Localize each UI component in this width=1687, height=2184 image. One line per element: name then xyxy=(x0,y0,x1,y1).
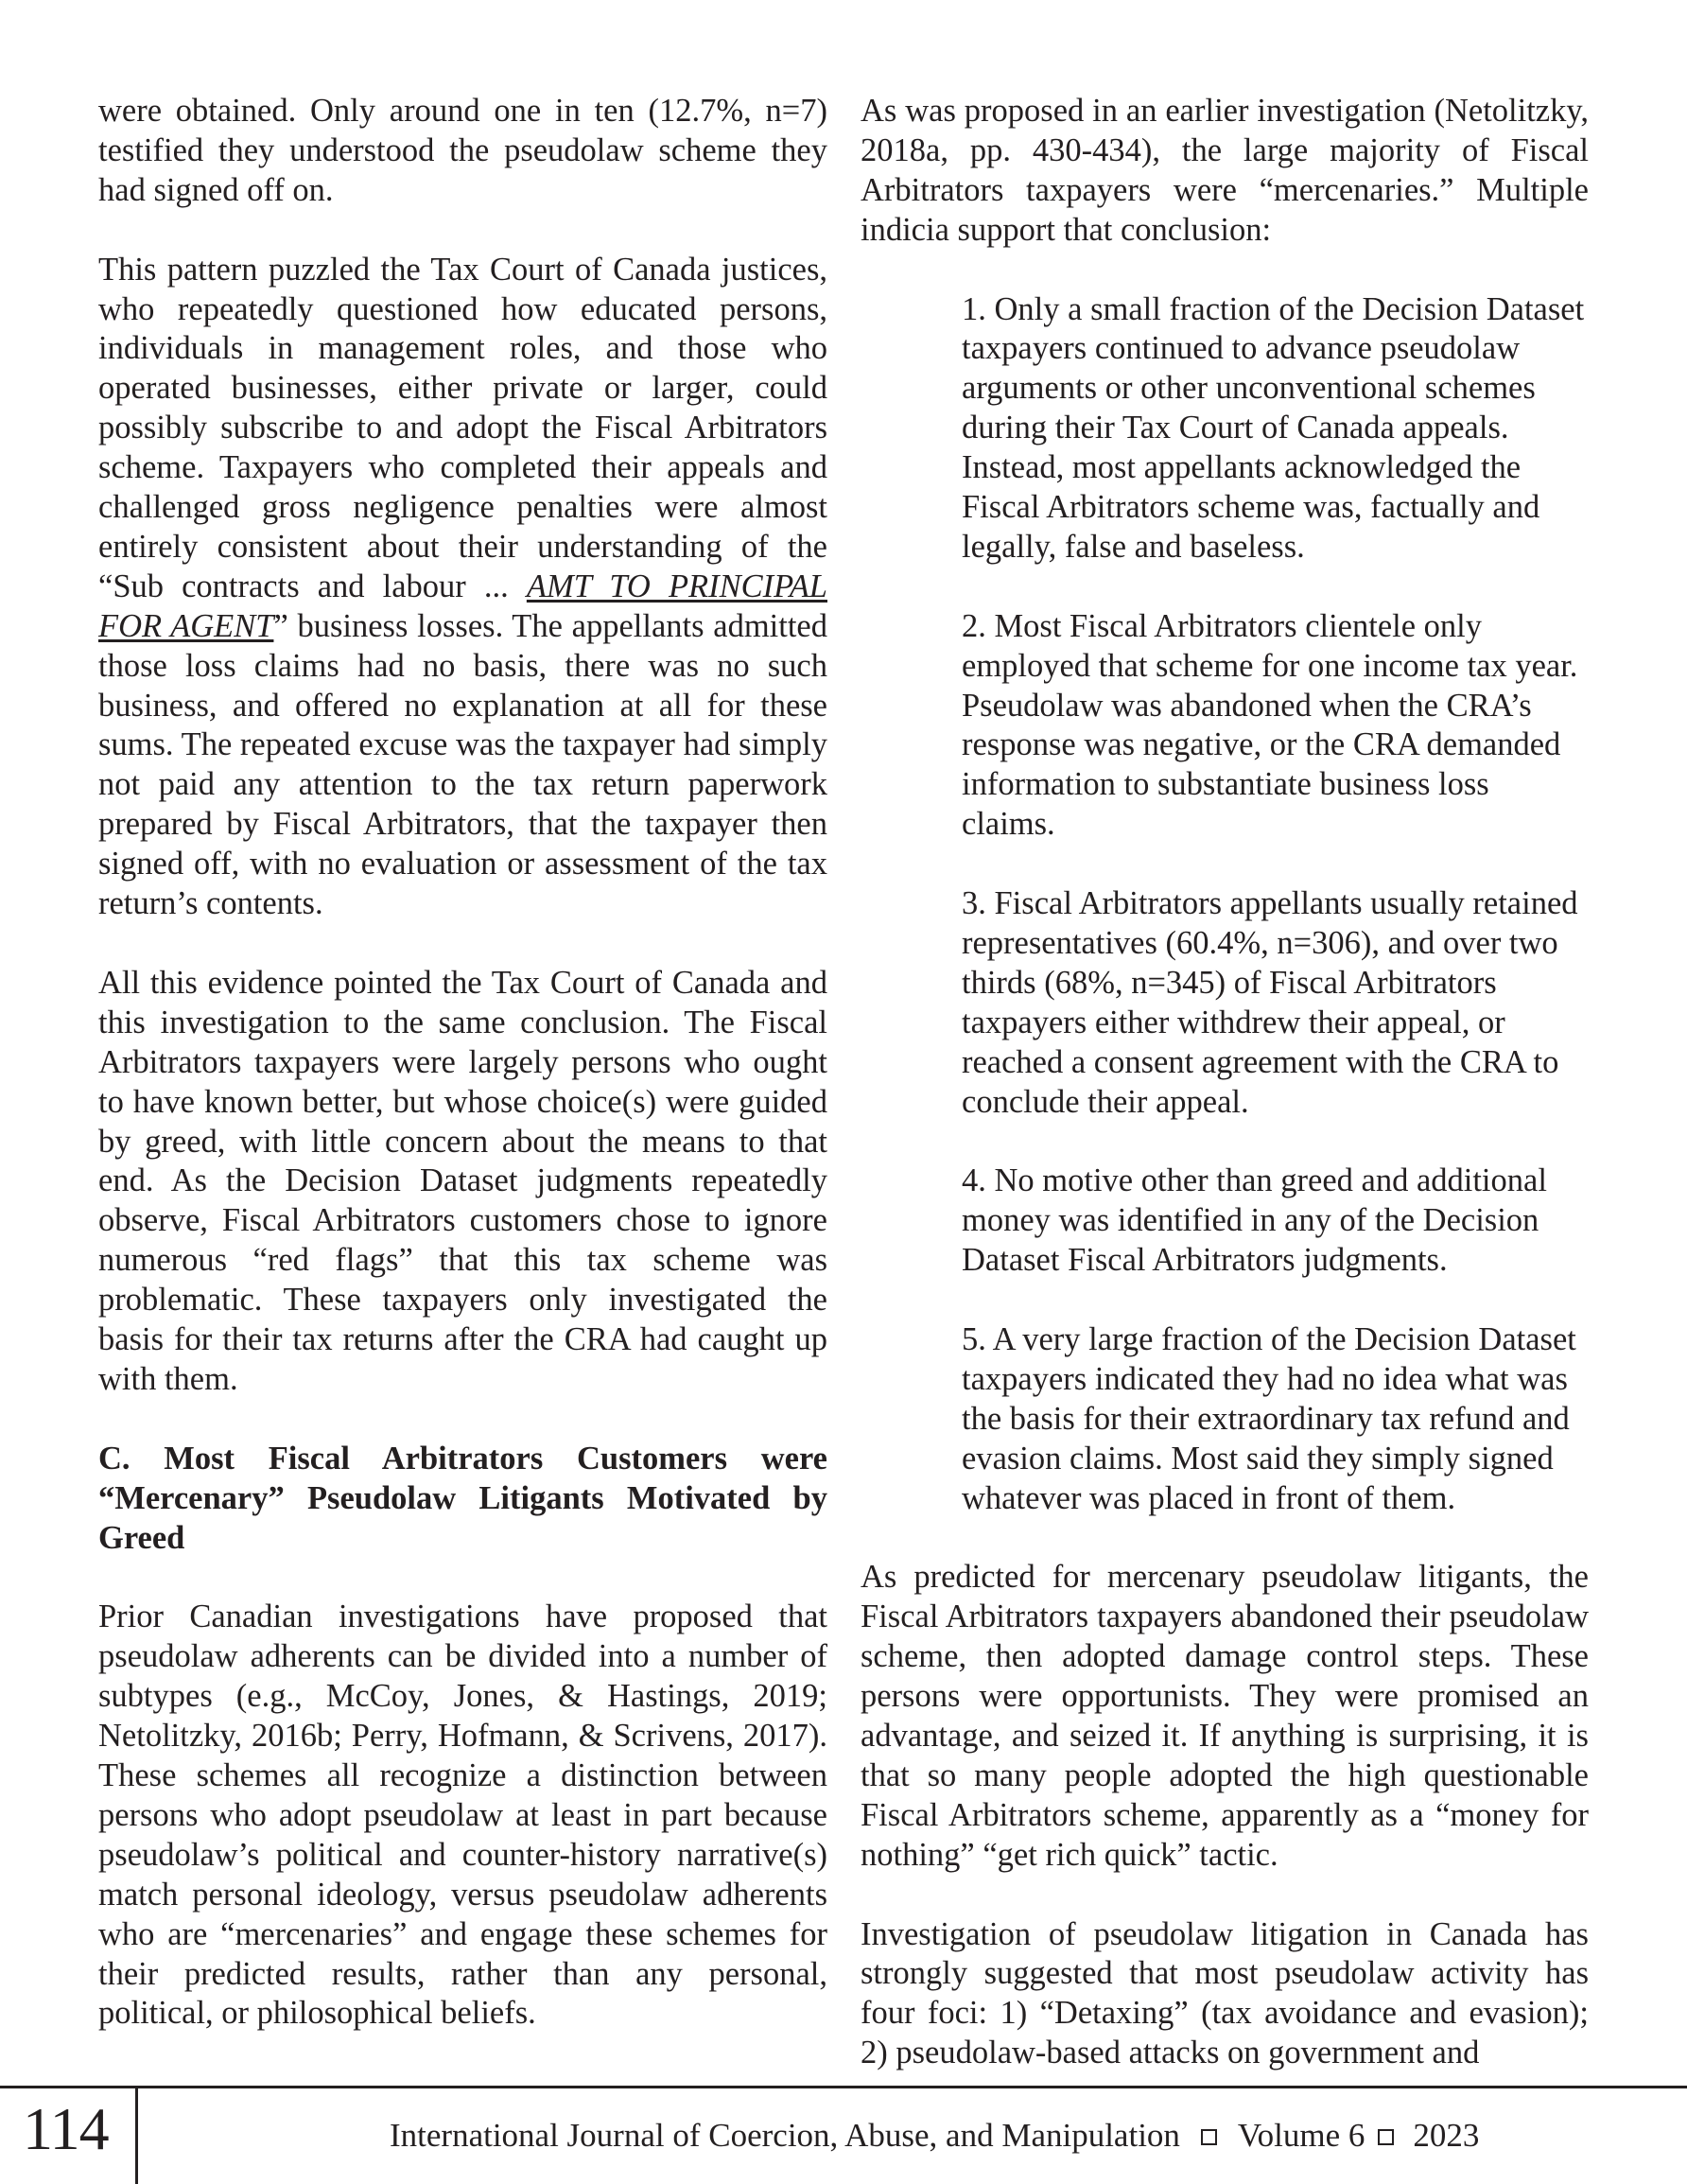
footer-divider xyxy=(135,2086,138,2184)
paragraph-tax-court-puzzle xyxy=(98,251,827,924)
indicia-item-5: 5. A very large fraction of the Decision Dataset taxpayers indicated they had no idea what was the basis for their extraordinary tax refund and evasion claims. Most said they simply signed whatever was placed in front of them. xyxy=(962,1321,1576,1516)
paragraph-understanding: were obtained. Only around one in ten (12.7%, n=7) testified they understood the pseudolaw scheme they had signed off on. xyxy=(98,93,827,208)
section-heading: C. Most Fiscal Arbitrators Customers were “Mercenary” Pseudolaw Litigants Motivated by Greed xyxy=(98,1440,827,1556)
paragraph-evidence-conclusion: All this evidence pointed the Tax Court of Canada and this investigation to the same conclusion. The Fiscal Arbitrators taxpayers were largely persons who ought to have known better, but whose choice(s) were guided by greed, with little concern about the means to that end. As the Decision Dataset judgments repeatedly observe, Fiscal Arbitrators customers chose to ignore numerous “red flags” that this tax scheme was problematic. These taxpayers only investigated the basis for their tax returns after the CRA had caught up with them. xyxy=(98,964,827,1397)
running-footer xyxy=(390,2117,1479,2155)
indicia-item-1: 1. Only a small fraction of the Decision Dataset taxpayers continued to advance pseudolaw arguments or other unconventional schemes during their Tax Court of Canada appeals. Instead, most appellants acknowledged the Fiscal Arbitrators scheme was, factually and legally, false and baseless. xyxy=(962,290,1585,565)
year-label: 2023 xyxy=(1413,2117,1480,2154)
indicia-list xyxy=(962,290,1589,1519)
journal-title: International Journal of Coercion, Abuse, and Manipulation xyxy=(390,2117,1180,2154)
paragraph-text: ” business losses. The appellants admitted those loss claims had no basis, there was no such business, and offered no explanation at all for these sums. The repeated excuse was the taxpayer had simply not paid any attention to the tax return paperwork prepared by Fiscal Arbitrators, that the taxpayer then signed off, with no evaluation or assessment of the tax return’s contents. xyxy=(98,607,827,922)
square-separator-icon xyxy=(1378,2129,1394,2145)
volume-label: Volume 6 xyxy=(1237,2117,1365,2154)
right-column xyxy=(861,92,1589,2073)
paragraph-opportunists: As predicted for mercenary pseudolaw litigants, the Fiscal Arbitrators taxpayers abandoned their pseudolaw scheme, then adopted damage control steps. These persons were opportunists. They were promised an advantage, and seized it. If anything is surprising, it is that so many people adopted the high questionable Fiscal Arbitrators scheme, apparently as a “money for nothing” “get rich quick” tactic. xyxy=(861,1559,1589,1873)
paragraph-prior-investigations: Prior Canadian investigations have proposed that pseudolaw adherents can be divided into a number of subtypes (e.g., McCoy, Jones, & Hastings, 2019; Netolitzky, 2016b; Perry, Hofmann, & Scrivens, 2017). These schemes all recognize a distinction between persons who adopt pseudolaw at least in part because pseudolaw’s political and counter-history narrative(s) match personal ideology, versus pseudolaw adherents who are “mercenaries” and engage these schemes for their predicted results, rather than any personal, political, or philosophical beliefs. xyxy=(98,1599,827,2032)
paragraph-mercenaries-intro: As was proposed in an earlier investigation (Netolitzky, 2018a, pp. 430-434), the large majority of Fiscal Arbitrators taxpayers were “mercenaries.” Multiple indicia support that conclusion: xyxy=(861,93,1589,248)
indicia-item-3: 3. Fiscal Arbitrators appellants usually retained representatives (60.4%, n=306), and over two thirds (68%, n=345) of Fiscal Arbitrators taxpayers either withdrew their appeal, or reached a consent agreement with the CRA to conclude their appeal. xyxy=(962,885,1578,1120)
left-column xyxy=(98,92,827,2034)
page-number: 114 xyxy=(23,2095,109,2162)
emphasized-quote: AMT TO PRINCIPAL FOR AGENT xyxy=(98,568,827,644)
paragraph-text: This pattern puzzled the Tax Court of Canada justices, who repeatedly questioned how educated persons, individuals in management roles, and those who operated businesses, either private or larger, could possibly subscribe to and adopt the Fiscal Arbitrators scheme. Taxpayers who completed their appeals and challenged gross negligence penalties were almost entirely consistent about their understanding of the “Sub contracts and labour ... xyxy=(98,251,827,604)
square-separator-icon xyxy=(1201,2129,1217,2145)
footer-rule xyxy=(0,2086,1687,2088)
indicia-item-4: 4. No motive other than greed and additional money was identified in any of the Decision Dataset Fiscal Arbitrators judgments. xyxy=(962,1162,1547,1279)
paragraph-four-foci: Investigation of pseudolaw litigation in Canada has strongly suggested that most pseudolaw activity has four foci: 1) “Detaxing” (tax avoidance and evasion); 2) pseudolaw-based attacks on government and xyxy=(861,1915,1589,2071)
indicia-item-2: 2. Most Fiscal Arbitrators clientele only employed that scheme for one income tax year. Pseudolaw was abandoned when the CRA’s response was negative, or the CRA demanded information to substantiate business loss claims. xyxy=(962,607,1578,843)
